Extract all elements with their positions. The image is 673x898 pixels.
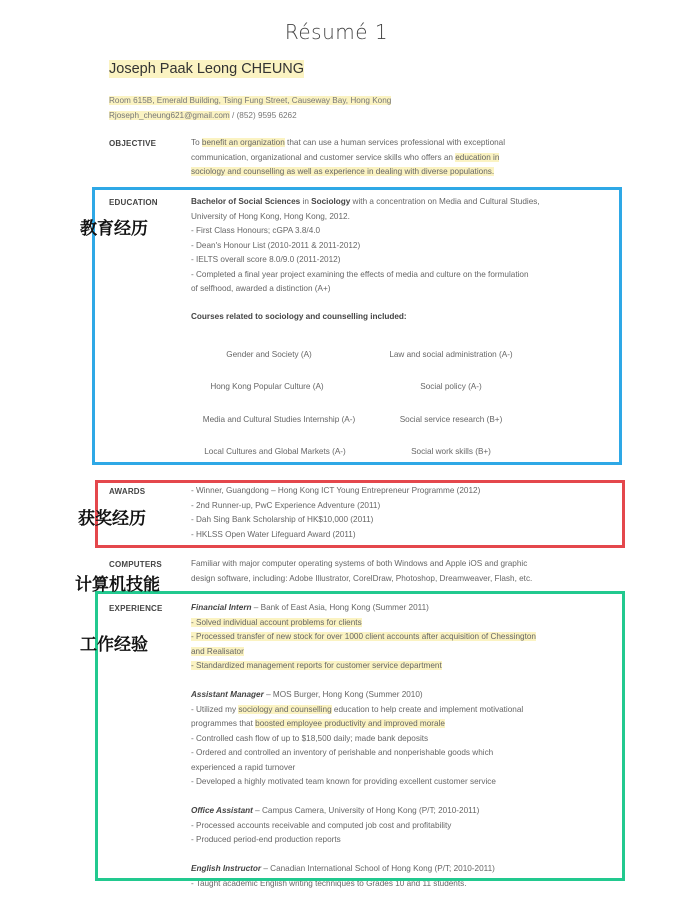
award-item: - 2nd Runner-up, PwC Experience Adventure (2011)	[191, 500, 381, 510]
education-line: - First Class Honours; cGPA 3.8/4.0	[191, 226, 321, 235]
job-bullet: - Utilized my	[191, 704, 239, 714]
contact-phone: (852) 9595 6262	[236, 111, 297, 120]
education-label: EDUCATION	[109, 198, 158, 207]
job-title: Assistant Manager	[191, 690, 264, 699]
degree-major: Sociology	[311, 197, 351, 206]
education-text: with a concentration on Media and Cultural Studies,	[350, 197, 540, 206]
computers-body	[191, 557, 591, 586]
job-bullet: education to help create and implement motivational	[331, 704, 524, 714]
job-bullet: - Processed accounts receivable and computed job cost and profitability	[191, 820, 452, 830]
job-bullet: - Produced period-end production reports	[191, 835, 341, 844]
education-annotation: 教育经历	[80, 219, 148, 239]
job-bullet: and Realisator	[191, 646, 244, 656]
education-line: - IELTS overall score 8.0/9.0 (2011-2012)	[191, 255, 341, 264]
course-item: Gender and Society (A)	[226, 350, 312, 359]
job-highlight: sociology and counselling	[238, 704, 332, 714]
education-line: of selfhood, awarded a distinction (A+)	[191, 284, 331, 293]
computers-label: COMPUTERS	[109, 560, 162, 569]
award-item: - Dah Sing Bank Scholarship of HK$10,000 (2011)	[191, 515, 374, 524]
job-bullet: - Ordered and controlled an inventory of perishable and nonperishable goods which	[191, 748, 494, 757]
computers-line: design software, including: Adobe Illustrator, CorelDraw, Photoshop, Dreamweaver, Flash, etc.	[191, 573, 533, 583]
course-item: Local Cultures and Global Markets (A-)	[204, 447, 346, 456]
job-bullet: - Taught academic English writing techniques to Grades 10 and 11 students.	[191, 878, 467, 888]
awards-body	[191, 484, 591, 542]
page-title: Résumé 1	[284, 20, 389, 44]
applicant-name: Joseph Paak Leong CHEUNG	[109, 61, 305, 77]
contact-address: Room 615B, Emerald Building, Tsing Fung Street, Causeway Bay, Hong Kong	[109, 96, 392, 105]
education-line: University of Hong Kong, Hong Kong, 2012.	[191, 211, 350, 221]
education-line: - Completed a final year project examining the effects of media and culture on the formulation	[191, 269, 529, 279]
job-bullet: experienced a rapid turnover	[191, 762, 296, 772]
education-text: in	[300, 197, 312, 206]
course-item: Law and social administration (A-)	[389, 350, 513, 359]
course-item: Social policy (A-)	[420, 382, 482, 391]
contact-separator: /	[229, 111, 237, 120]
objective-highlight: benefit an organization	[201, 138, 285, 147]
job-bullet: - Standardized management reports for customer service department	[191, 661, 442, 670]
courses-heading	[191, 310, 591, 325]
job-title: Office Assistant	[191, 806, 253, 815]
job-bullet: programmes that	[191, 719, 256, 728]
computers-annotation: 计算机技能	[75, 575, 160, 595]
objective-text: that can use a human services professional with exceptional	[284, 138, 506, 147]
course-item: Social work skills (B+)	[411, 447, 491, 456]
job-org: – Bank of East Asia, Hong Kong (Summer 2011)	[251, 603, 429, 612]
job-org: – Canadian International School of Hong Kong (P/T; 2010-2011)	[261, 864, 495, 873]
objective-text: To	[191, 138, 202, 147]
objective-label: OBJECTIVE	[109, 139, 157, 148]
course-item: Hong Kong Popular Culture (A)	[210, 382, 324, 391]
job-highlight: boosted employee productivity and improved morale	[255, 719, 445, 728]
award-item: - HKLSS Open Water Lifeguard Award (2011)	[191, 529, 356, 539]
job-bullet: - Processed transfer of new stock for over 1000 client accounts after acquisition of Chessington	[191, 632, 536, 641]
contact-block	[109, 93, 391, 123]
job-bullet: - Solved individual account problems for clients	[191, 617, 362, 627]
job-bullet: - Developed a highly motivated team known for providing excellent customer service	[191, 777, 496, 786]
objective-text: communication, organizational and customer service skills who offers an	[191, 152, 456, 162]
education-body	[191, 195, 591, 297]
objective-body	[191, 136, 591, 180]
job-title: Financial Intern	[191, 603, 252, 612]
objective-highlight: education in	[455, 152, 500, 162]
experience-body	[191, 601, 591, 891]
experience-annotation: 工作经验	[80, 635, 148, 655]
job-org: – Campus Camera, University of Hong Kong (P/T; 2010-2011)	[252, 806, 480, 815]
course-item: Media and Cultural Studies Internship (A-)	[202, 415, 356, 424]
award-item: - Winner, Guangdong – Hong Kong ICT Young Entrepreneur Programme (2012)	[191, 486, 481, 495]
degree-name: Bachelor of Social Sciences	[191, 197, 301, 206]
objective-highlight: sociology and counselling as well as experience in dealing with diverse populations.	[191, 167, 495, 176]
computers-line: Familiar with major computer operating systems of both Windows and Apple iOS and graphic	[191, 559, 528, 568]
job-bullet: - Controlled cash flow of up to $18,500 daily; made bank deposits	[191, 733, 429, 743]
job-title: English Instructor	[191, 864, 262, 873]
courses-heading-text: Courses related to sociology and counselling included:	[191, 312, 407, 321]
experience-label: EXPERIENCE	[109, 604, 163, 613]
awards-annotation: 获奖经历	[78, 509, 146, 529]
course-item: Social service research (B+)	[399, 415, 503, 424]
contact-email: Rjoseph_cheung621@gmail.com	[109, 111, 230, 120]
education-line: - Dean's Honour List (2010-2011 & 2011-2012)	[191, 240, 361, 250]
awards-label: AWARDS	[109, 487, 146, 496]
job-org: – MOS Burger, Hong Kong (Summer 2010)	[263, 690, 423, 699]
